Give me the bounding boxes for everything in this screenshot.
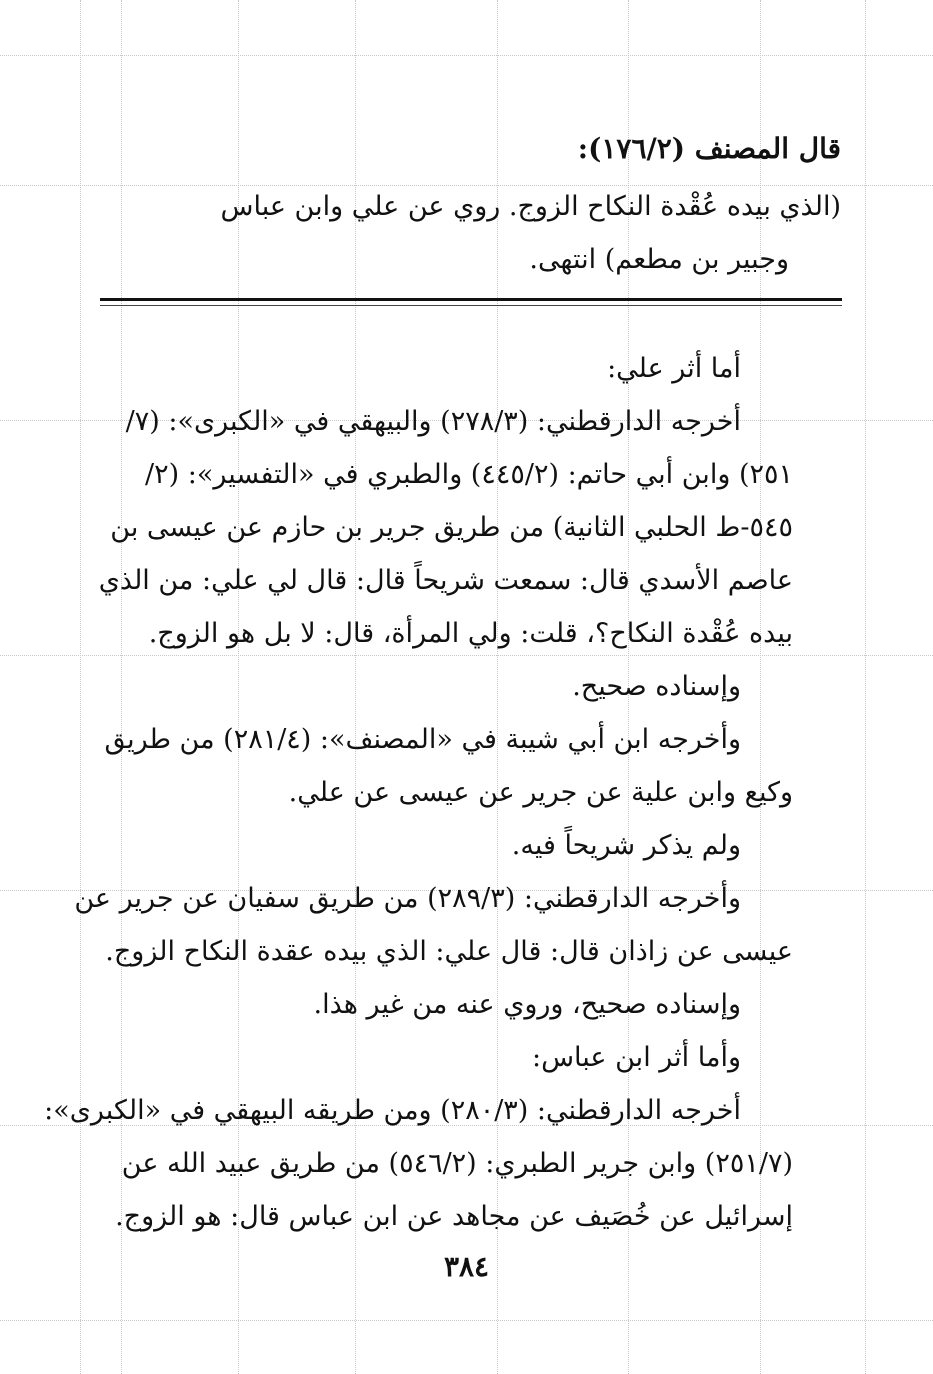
body-line: أما أثر علي:: [607, 353, 741, 384]
body-line: إسرائيل عن خُصَيف عن مجاهد عن ابن عباس قال: هو الزوج.: [115, 1201, 793, 1232]
body-line: أخرجه الدارقطني: (٢٨٠/٣) ومن طريقه البيهقي في «الكبرى»:: [44, 1095, 741, 1126]
body-line: عاصم الأسدي قال: سمعت شريحاً قال: قال لي علي: من الذي: [98, 565, 793, 596]
page-number: ٣٨٤: [443, 1250, 490, 1283]
body-line: وكيع وابن علية عن جرير عن عيسى عن علي.: [288, 777, 793, 808]
section-heading: قال المصنف (١٧٦/٢):: [577, 132, 841, 165]
body-line: وإسناده صحيح.: [572, 671, 741, 702]
quote-line: وجبير بن مطعم) انتهى.: [529, 244, 789, 275]
body-line: عيسى عن زاذان قال: قال علي: الذي بيده عقدة النكاح الزوج.: [105, 936, 793, 967]
guide-line: [0, 1320, 933, 1321]
quoted-text: [99, 180, 841, 286]
body-text: [44, 342, 793, 1243]
section-divider: [100, 298, 842, 301]
body-line: (٢٥١/٧) وابن جرير الطبري: (٥٤٦/٢) من طريق عبيد الله عن: [121, 1148, 793, 1179]
body-line: بيده عُقْدة النكاح؟، قلت: ولي المرأة، قال: لا بل هو الزوج.: [148, 618, 793, 649]
body-line: وأما أثر ابن عباس:: [532, 1042, 741, 1073]
body-line: وأخرجه الدارقطني: (٢٨٩/٣) من طريق سفيان عن جرير عن: [74, 883, 741, 914]
body-line: أخرجه الدارقطني: (٢٧٨/٣) والبيهقي في «الكبرى»: (٧/: [125, 406, 741, 437]
guide-line: [865, 0, 866, 1374]
body-line: ولم يذكر شريحاً فيه.: [511, 830, 741, 861]
section-divider-thin: [100, 305, 842, 306]
quote-line: (الذي بيده عُقْدة النكاح الزوج. روي عن علي وابن عباس: [220, 191, 841, 222]
body-line: ٢٥١) وابن أبي حاتم: (٤٤٥/٢) والطبري في «التفسير»: (٢/: [145, 459, 793, 490]
body-line: وأخرجه ابن أبي شيبة في «المصنف»: (٢٨١/٤) من طريق: [104, 724, 741, 755]
guide-line: [0, 55, 933, 56]
body-line: وإسناده صحيح، وروي عنه من غير هذا.: [313, 989, 741, 1020]
guide-line: [80, 0, 81, 1374]
body-line: ٥٤٥-ط الحلبي الثانية) من طريق جرير بن حازم عن عيسى بن: [110, 512, 793, 543]
